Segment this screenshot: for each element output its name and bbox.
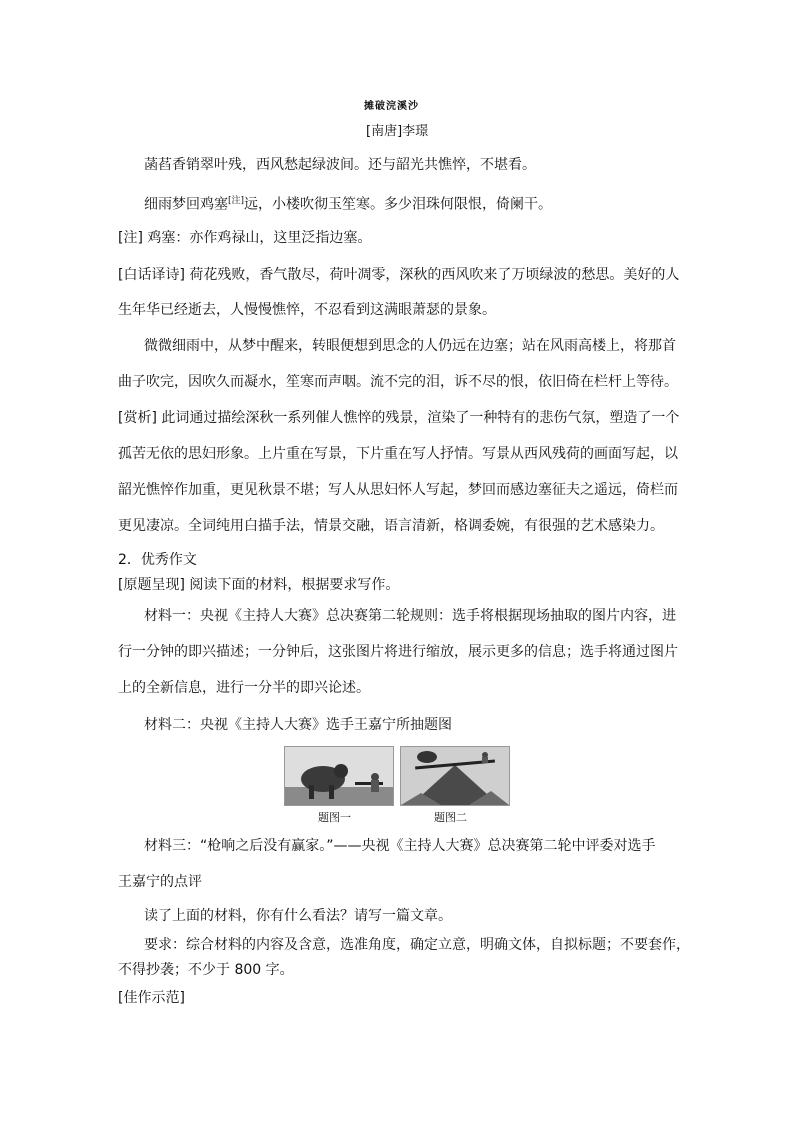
poem-line-1: 菡萏香销翠叶残，西风愁起绿波间。还与韶光共憔悴，不堪看。 — [144, 157, 536, 173]
material-1-line: 行一分钟的即兴描述；一分钟后，这张图片将进行缩放，展示更多的信息；选手将通过图片 — [118, 644, 678, 660]
poem-line-2-part-a: 细雨梦回鸡塞 — [144, 196, 228, 213]
material-3-line: 王嘉宁的点评 — [118, 874, 202, 890]
annotation-note: [注] 鸡塞：亦作鸡禄山，这里泛指边塞。 — [118, 230, 372, 246]
requirements-line: 不得抄袭；不少于 800 字。 — [118, 962, 294, 978]
bear-hunter-photo — [285, 747, 393, 805]
material-1-line: 上的全新信息，进行一分半的即兴论述。 — [118, 680, 370, 696]
section-heading: 2．优秀作文 — [118, 552, 197, 568]
note-marker: [注] — [228, 196, 245, 206]
appreciation-line: 韶光憔悴作加重，更见秋景不堪；写人从思妇怀人写起，梦回而感边塞征夫之遥远，倚栏而 — [118, 482, 678, 498]
poem-line-2 — [144, 191, 552, 215]
poem-line-2-part-b: 远，小楼吹彻玉笙寒。多少泪珠何限恨，倚阑干。 — [244, 196, 553, 213]
material-1-line: 材料一：央视《主持人大赛》总决赛第二轮规则：选手将根据现场抽取的图片内容，进 — [144, 608, 676, 624]
translation-line: 生年华已经逝去，人慢慢憔悴，不忍看到这满眼萧瑟的景象。 — [118, 302, 496, 318]
material-3-line: 材料三：“枪响之后没有赢家。”——央视《主持人大赛》总决赛第二轮中评委对选手 — [144, 838, 656, 854]
translation-line: [白话译诗] 荷花残败，香气散尽，荷叶凋零，深秋的西风吹来了万顷绿波的愁思。美好的人 — [118, 267, 680, 283]
material-2: 材料二：央视《主持人大赛》选手王嘉宁所抽题图 — [144, 717, 452, 733]
translation-line: 曲子吹完，因吹久而凝水，笙寒而声咽。流不完的泪，诉不尽的恨，依旧倚在栏杆上等待。 — [118, 374, 678, 390]
appreciation-line: 更见凄凉。全词纯用白描手法，情景交融，语言清新，格调委婉，有很强的艺术感染力。 — [118, 518, 664, 534]
poem-author: [南唐]李璟 — [366, 124, 429, 139]
figure-2-caption: 题图二 — [434, 811, 467, 824]
appreciation-line: [赏析] 此词通过描绘深秋一系列催人憔悴的残景，渲染了一种特有的悲伤气氛，塑造了一个 — [118, 410, 680, 426]
figure-2-image — [400, 746, 510, 806]
translation-line: 微微细雨中，从梦中醒来，转眼便想到思念的人仍远在边塞；站在风雨高楼上，将那首 — [144, 338, 676, 354]
requirements-line: 要求：综合材料的内容及含意，选准角度，确定立意，明确文体，自拟标题；不要套作， — [144, 937, 690, 953]
poem-title: 摊破浣溪沙 — [364, 101, 419, 112]
writing-task: 读了上面的材料，你有什么看法？请写一篇文章。 — [144, 908, 452, 924]
prompt-intro: [原题呈现] 阅读下面的材料，根据要求写作。 — [118, 577, 400, 593]
figure-1-image — [284, 746, 394, 806]
figure-1-caption: 题图一 — [318, 811, 351, 824]
appreciation-line: 孤苦无依的思妇形象。上片重在写景，下片重在写人抒情。写景从西风残荷的画面写起，以 — [118, 446, 678, 462]
seesaw-mountain-photo — [401, 747, 509, 805]
sample-heading: [佳作示范] — [118, 990, 185, 1006]
